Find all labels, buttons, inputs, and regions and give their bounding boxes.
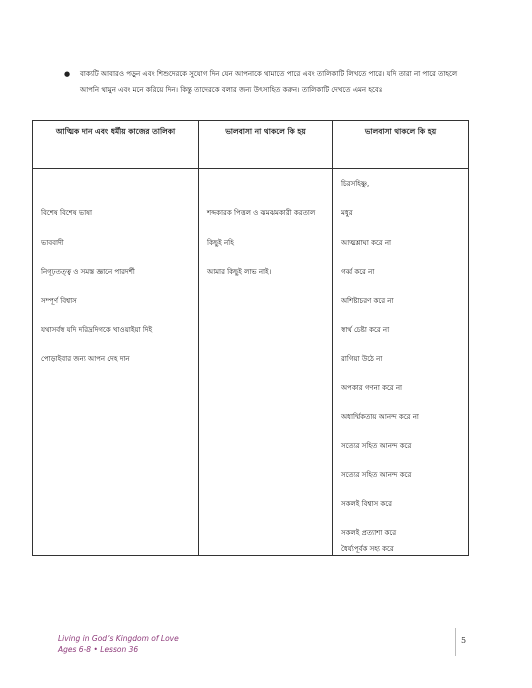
footer-lesson: Lesson 36 — [100, 645, 139, 654]
footer-lesson-info — [58, 645, 138, 654]
list-item: সকলই বিশ্বাস করে — [341, 500, 392, 508]
list-item: নিগূঢ়তত্ত্ব ও সমস্ত জ্ঞানে পারদর্শী — [41, 268, 135, 276]
list-item: যথাসর্বস্ব যদি দরিদ্রদিগকে খাওয়াইয়া দিই — [41, 326, 153, 334]
instruction-line-1: বাক্যটি আবারও পড়ুন এবং শিশুদেরকে সুযোগ দিন যেন আপনাকে থামাতে পারে এবং তালিকাটি লিখতে পারে। যদি তারা না পারে তাহলে — [80, 70, 458, 78]
header-with-love: ভালবাসা থাকলে কি হয় — [333, 121, 469, 169]
instruction-paragraph — [64, 66, 480, 98]
page-number: 5 — [461, 636, 467, 645]
gifts-cell — [33, 169, 199, 556]
list-item: আমার কিছুই লাভ নাই। — [207, 268, 272, 276]
footer-separator: • — [93, 645, 98, 654]
list-item: রাগিয়া উঠে না — [341, 355, 383, 363]
list-item: সত্যের সহিত আনন্দ করে — [341, 442, 412, 450]
list-item: ভাববাদী — [41, 239, 64, 247]
list-item: সত্যের সহিত আনন্দ করে — [341, 471, 412, 479]
without-love-cell — [199, 169, 333, 556]
with-love-cell — [333, 169, 469, 556]
list-item: সম্পূর্ণ বিশ্বাস — [41, 297, 77, 305]
header-without-love: ভালবাসা না থাকলে কি হয় — [199, 121, 333, 169]
list-item: স্বার্থ চেষ্টা করে না — [341, 326, 390, 334]
list-item: অধার্ম্মিকতায় আনন্দ করে না — [341, 413, 419, 421]
list-item: কিছুই নহি — [207, 239, 234, 247]
list-item: অপকার গণনা করে না — [341, 384, 403, 392]
list-item: শব্দকারক পিত্তল ও ঝমঝমকারী করতাল — [207, 209, 316, 217]
bullet-icon: ● — [64, 70, 71, 78]
table-header-row — [33, 121, 469, 169]
footer-divider — [455, 628, 456, 656]
table-body-row — [33, 169, 469, 556]
list-item: পোড়াইবার জন্য আপন দেহ দান — [41, 355, 130, 363]
list-item: বিশেষ বিশেষ ভাষা — [41, 209, 93, 217]
footer-series-title: Living in God’s Kingdom of Love — [58, 634, 179, 643]
header-gifts: আত্মিক দান এবং ধর্মীয় কাজের তালিকা — [33, 121, 199, 169]
list-item: অশিষ্টাচরণ করে না — [341, 297, 394, 305]
list-item: ধৈর্য্যপূর্বক সহ্য করে — [341, 545, 394, 553]
list-item: চিরসহিষ্ণু, — [341, 180, 370, 188]
footer-ages: Ages 6-8 — [58, 645, 92, 654]
gifts-love-table — [32, 120, 469, 556]
instruction-line-2: আপনি থামুন এবং মনে করিয়ে দিন। কিন্তু তাদেরকে বলার জন্য উৎসাহিত করুন। তালিকাটি দেখতে এমন হবেঃ — [80, 86, 383, 94]
list-item: মধুর — [341, 209, 353, 217]
list-item: আত্মশ্লাঘা করে না — [341, 239, 392, 247]
list-item: গর্ব্ব করে না — [341, 268, 375, 276]
list-item: সকলই প্রত্যাশা করে — [341, 529, 397, 537]
